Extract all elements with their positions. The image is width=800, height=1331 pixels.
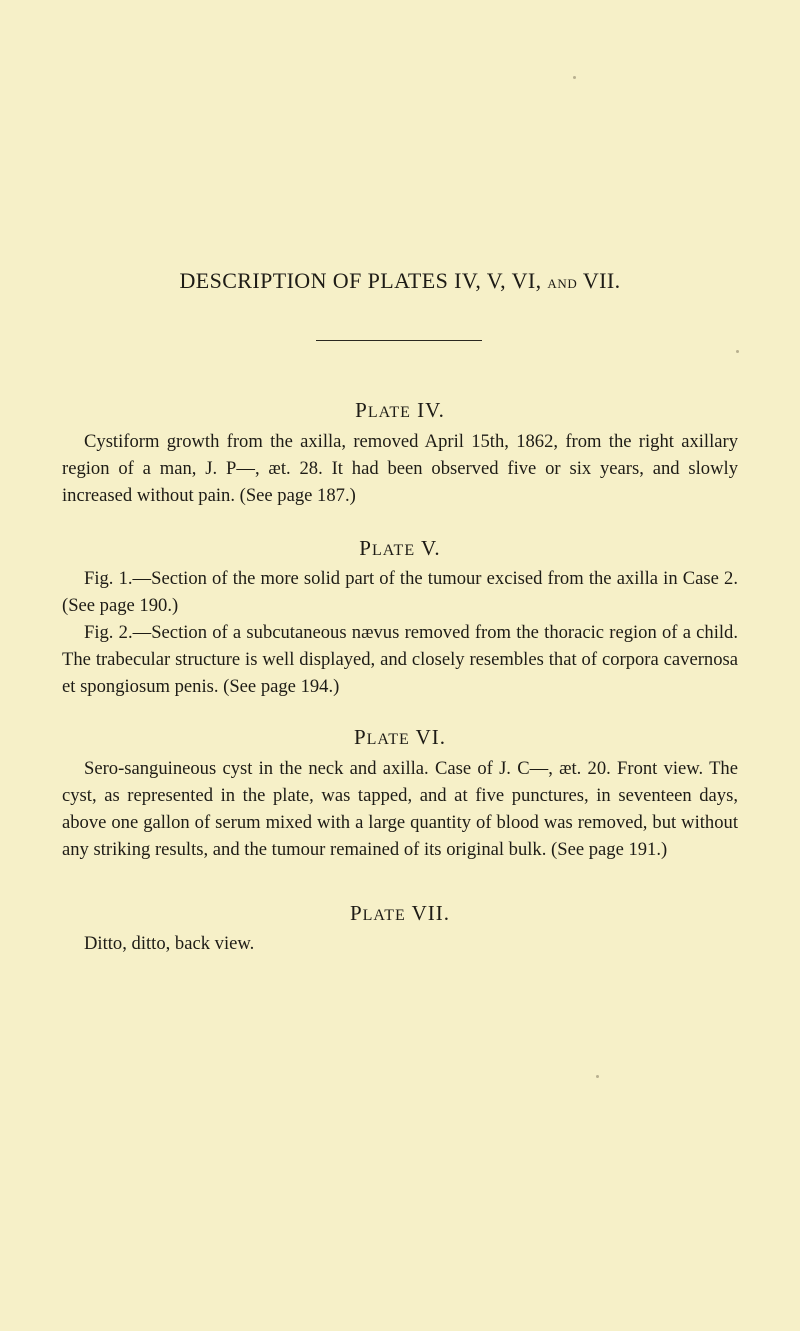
plate-v-title-number: V. — [420, 536, 441, 560]
plate-vi-title-word: LATE — [366, 731, 410, 748]
plate-v-title — [0, 536, 800, 561]
heading-main-end: VII. — [582, 268, 621, 293]
plate-iv-title-word: LATE — [367, 404, 411, 421]
plate-vi-title — [0, 725, 800, 750]
plate-iv-title-initial: P — [355, 398, 368, 422]
page-heading — [0, 268, 800, 294]
heading-and: AND — [547, 276, 578, 291]
plate-iv-title-number: IV. — [417, 398, 445, 422]
plate-iv-title — [0, 398, 800, 423]
plate-vi-title-initial: P — [353, 725, 367, 749]
plate-v-title-initial: P — [359, 536, 372, 560]
paper-speck — [736, 350, 739, 353]
plate-vii-title-word: LATE — [362, 907, 406, 924]
plate-v-title-word: LATE — [371, 542, 416, 559]
plate-vii-title — [0, 901, 800, 926]
paper-speck — [596, 1075, 599, 1078]
plate-v-fig-1: Fig. 1.—Section of the more solid part of the tumour excised from the axilla in Case 2. (See page 190.) — [62, 568, 738, 616]
plate-vii-title-number: VII. — [411, 901, 451, 925]
heading-main-start: DESCRIPTION OF PLATES IV, V, VI, — [179, 268, 542, 293]
plate-vi-description: Sero-sanguineous cyst in the neck and axilla. Case of J. C—, æt. 20. Front view. The cyst, as represented in the plate, was tapped, and at five punctures, in seventeen days, above one gallon of serum mixed with a large quantity of blood was removed, but without any striking results, and the tumour remained of its original bulk. (See page 191.) — [62, 758, 738, 860]
plate-vi-title-number: VI. — [415, 725, 447, 749]
heading-rule — [316, 340, 482, 341]
plate-iv-description: Cystiform growth from the axilla, removed April 15th, 1862, from the right axillary region of a man, J. P—, æt. 28. It had been observed five or six years, and slowly increased without pain. (See page 187.) — [62, 431, 738, 506]
plate-vii-description: Ditto, ditto, back view. — [84, 933, 255, 954]
plate-vii-title-initial: P — [349, 901, 363, 925]
paper-speck — [573, 76, 576, 79]
plate-v-fig-2: Fig. 2.—Section of a subcutaneous nævus removed from the thoracic region of a child. The trabecular structure is well displayed, and closely resembles that of corpora cavernosa et spongiosum penis. (See page 194.) — [62, 622, 738, 697]
